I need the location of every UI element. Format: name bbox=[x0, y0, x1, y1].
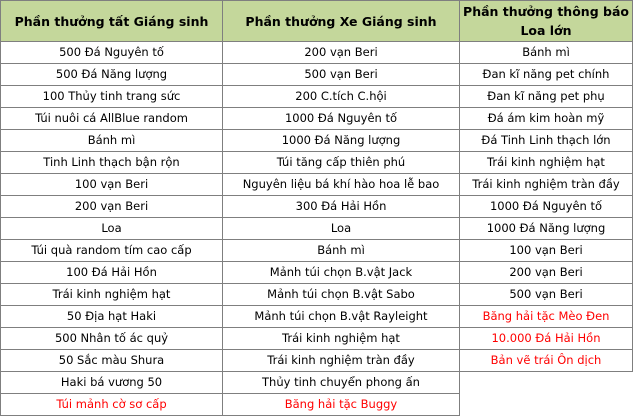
car-reward-cell: Mảnh túi chọn B.vật Rayleight bbox=[223, 306, 460, 328]
stocking-reward-cell: 100 Đá Hải Hồn bbox=[1, 262, 223, 284]
loudspeaker-reward-cell: Trái kinh nghiệm hạt bbox=[460, 152, 633, 174]
car-reward-cell: Nguyên liệu bá khí hào hoa lễ bao bbox=[223, 174, 460, 196]
loudspeaker-reward-cell-highlight: 10.000 Đá Hải Hồn bbox=[460, 328, 633, 350]
table-row bbox=[1, 130, 633, 152]
table-row bbox=[1, 284, 633, 306]
header-loudspeaker-line2: Loa lớn bbox=[520, 23, 572, 38]
loudspeaker-reward-cell: Bánh mì bbox=[460, 42, 633, 64]
header-loudspeaker-line1: Phần thưởng thông báo bbox=[463, 4, 629, 19]
header-loudspeaker bbox=[460, 1, 633, 42]
stocking-reward-cell: 50 Địa hạt Haki bbox=[1, 306, 223, 328]
car-reward-cell: Thủy tinh chuyển phong ấn bbox=[223, 372, 460, 394]
header-christmas-stocking: Phần thưởng tất Giáng sinh bbox=[1, 1, 223, 42]
stocking-reward-cell: 50 Sắc màu Shura bbox=[1, 350, 223, 372]
car-reward-cell: Mảnh túi chọn B.vật Sabo bbox=[223, 284, 460, 306]
stocking-reward-cell: 500 Đá Nguyên tố bbox=[1, 42, 223, 64]
header-christmas-car: Phần thưởng Xe Giáng sinh bbox=[223, 1, 460, 42]
table-row bbox=[1, 64, 633, 86]
car-reward-cell: Túi tăng cấp thiên phú bbox=[223, 152, 460, 174]
table-body bbox=[1, 42, 633, 416]
stocking-reward-cell: Bánh mì bbox=[1, 130, 223, 152]
car-reward-cell: 1000 Đá Nguyên tố bbox=[223, 108, 460, 130]
loudspeaker-reward-cell: 200 vạn Beri bbox=[460, 262, 633, 284]
table-row bbox=[1, 350, 633, 372]
loudspeaker-reward-cell: Đá ám kim hoàn mỹ bbox=[460, 108, 633, 130]
loudspeaker-reward-cell-highlight: Bản vẽ trái Ôn dịch bbox=[460, 350, 633, 372]
header-row bbox=[1, 1, 633, 42]
car-reward-cell: Mảnh túi chọn B.vật Jack bbox=[223, 262, 460, 284]
table-row bbox=[1, 372, 633, 394]
car-reward-cell: Trái kinh nghiệm hạt bbox=[223, 328, 460, 350]
table-row bbox=[1, 196, 633, 218]
table-row bbox=[1, 108, 633, 130]
empty-cell bbox=[460, 372, 633, 394]
stocking-reward-cell: Trái kinh nghiệm hạt bbox=[1, 284, 223, 306]
table-row bbox=[1, 262, 633, 284]
table-row bbox=[1, 86, 633, 108]
car-reward-cell-highlight: Băng hải tặc Buggy bbox=[223, 394, 460, 416]
table-row bbox=[1, 174, 633, 196]
stocking-reward-cell: 100 vạn Beri bbox=[1, 174, 223, 196]
car-reward-cell: 500 vạn Beri bbox=[223, 64, 460, 86]
table-row bbox=[1, 218, 633, 240]
car-reward-cell: 1000 Đá Năng lượng bbox=[223, 130, 460, 152]
car-reward-cell: 200 vạn Beri bbox=[223, 42, 460, 64]
stocking-reward-cell: Túi quà random tím cao cấp bbox=[1, 240, 223, 262]
loudspeaker-reward-cell: 1000 Đá Năng lượng bbox=[460, 218, 633, 240]
loudspeaker-reward-cell: 500 vạn Beri bbox=[460, 284, 633, 306]
stocking-reward-cell: Túi nuôi cá AllBlue random bbox=[1, 108, 223, 130]
car-reward-cell: Bánh mì bbox=[223, 240, 460, 262]
loudspeaker-reward-cell: Đan kĩ năng pet chính bbox=[460, 64, 633, 86]
stocking-reward-cell-highlight: Túi mảnh cờ sơ cấp bbox=[1, 394, 223, 416]
table-row bbox=[1, 152, 633, 174]
stocking-reward-cell: 500 Nhân tố ác quỷ bbox=[1, 328, 223, 350]
table-row bbox=[1, 328, 633, 350]
stocking-reward-cell: 200 vạn Beri bbox=[1, 196, 223, 218]
table-row bbox=[1, 42, 633, 64]
stocking-reward-cell: Haki bá vương 50 bbox=[1, 372, 223, 394]
loudspeaker-reward-cell: 1000 Đá Nguyên tố bbox=[460, 196, 633, 218]
car-reward-cell: Loa bbox=[223, 218, 460, 240]
empty-cell bbox=[460, 394, 633, 416]
loudspeaker-reward-cell: Đá Tinh Linh thạch lớn bbox=[460, 130, 633, 152]
car-reward-cell: 200 C.tích C.hội bbox=[223, 86, 460, 108]
table-row bbox=[1, 306, 633, 328]
loudspeaker-reward-cell: Đan kĩ năng pet phụ bbox=[460, 86, 633, 108]
stocking-reward-cell: Tinh Linh thạch bận rộn bbox=[1, 152, 223, 174]
table-row bbox=[1, 394, 633, 416]
table-row bbox=[1, 240, 633, 262]
car-reward-cell: 300 Đá Hải Hồn bbox=[223, 196, 460, 218]
stocking-reward-cell: Loa bbox=[1, 218, 223, 240]
stocking-reward-cell: 500 Đá Năng lượng bbox=[1, 64, 223, 86]
loudspeaker-reward-cell: 100 vạn Beri bbox=[460, 240, 633, 262]
car-reward-cell: Trái kinh nghiệm tràn đầy bbox=[223, 350, 460, 372]
loudspeaker-reward-cell: Trái kinh nghiệm tràn đầy bbox=[460, 174, 633, 196]
stocking-reward-cell: 100 Thủy tinh trang sức bbox=[1, 86, 223, 108]
loudspeaker-reward-cell-highlight: Băng hải tặc Mèo Đen bbox=[460, 306, 633, 328]
